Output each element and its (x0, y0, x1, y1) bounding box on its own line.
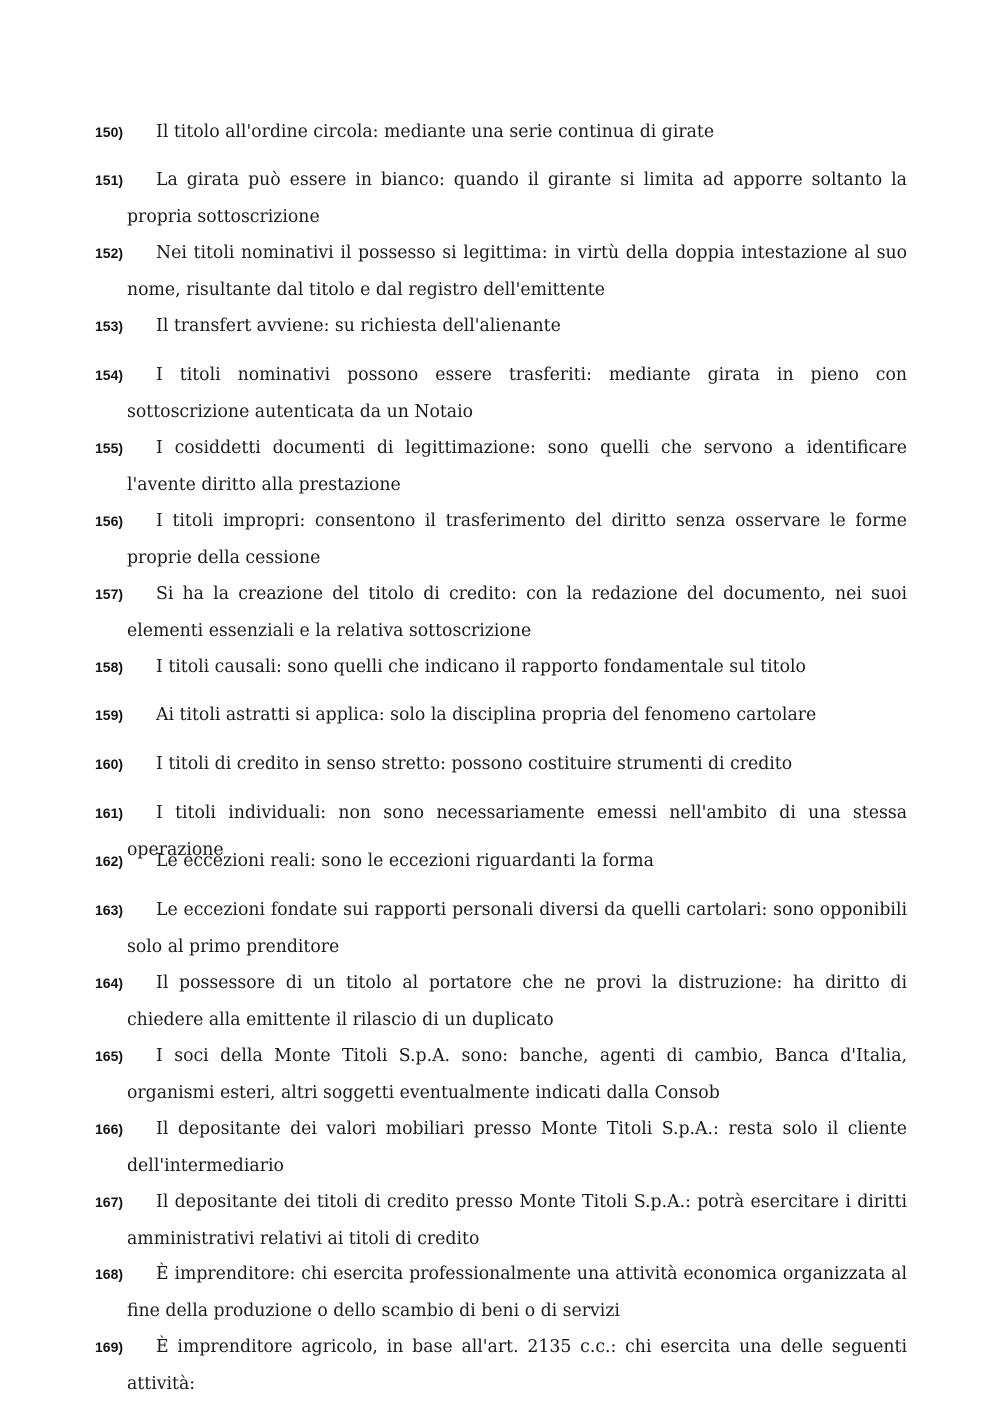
item-text: Il transfert avviene: su richiesta dell'alienante (156, 316, 561, 336)
item-text: È imprenditore: chi esercita professionalmente una attività economica organizzata al fine della produzione o dello scambio di beni o di servizi (127, 1264, 907, 1321)
item-text: Il depositante dei titoli di credito presso Monte Titoli S.p.A.: potrà esercitare i diritti amministrativi relativi ai titoli di credito (127, 1192, 907, 1249)
item-number: 158) (95, 659, 124, 675)
item-text: I titoli nominativi possono essere trasferiti: mediante girata in pieno con sottoscrizione autenticata da un Notaio (127, 365, 907, 422)
item-text: I cosiddetti documenti di legittimazione: sono quelli che servono a identificare l'avente diritto alla prestazione (127, 438, 907, 495)
list-item (95, 308, 907, 345)
item-text: Il possessore di un titolo al portatore che ne provi la distruzione: ha diritto di chiedere alla emittente il rilascio di un duplicato (127, 973, 907, 1030)
item-text: I soci della Monte Titoli S.p.A. sono: banche, agenti di cambio, Banca d'Italia, organismi esteri, altri soggetti eventualmente indicati dalla Consob (127, 1046, 907, 1103)
item-number: 159) (95, 707, 124, 723)
list-item (95, 1329, 907, 1402)
item-text: È imprenditore agricolo, in base all'art. 2135 c.c.: chi esercita una delle seguenti attività: (127, 1337, 907, 1394)
list-item (95, 162, 907, 235)
item-text: Ai titoli astratti si applica: solo la disciplina propria del fenomeno cartolare (156, 705, 817, 725)
item-number: 157) (95, 586, 124, 602)
item-number: 164) (95, 975, 124, 991)
list-item (95, 1038, 907, 1111)
item-text: Nei titoli nominativi il possesso si legittima: in virtù della doppia intestazione al suo nome, risultante dal titolo e dal registro dell'emittente (127, 243, 907, 300)
item-number: 153) (95, 318, 124, 334)
item-number: 152) (95, 245, 124, 261)
list-item (95, 1111, 907, 1184)
item-text: I titoli individuali: non sono necessariamente emessi nell'ambito di una stessa operazione (127, 803, 907, 860)
list-item (95, 430, 907, 503)
list-item (95, 843, 907, 880)
item-number: 155) (95, 440, 124, 456)
item-number: 162) (95, 853, 124, 869)
item-number: 154) (95, 367, 124, 383)
item-number: 150) (95, 124, 124, 140)
list-item (95, 965, 907, 1038)
item-number: 160) (95, 756, 124, 772)
list-item (95, 649, 907, 686)
item-text: Il depositante dei valori mobiliari presso Monte Titoli S.p.A.: resta solo il cliente dell'intermediario (127, 1119, 907, 1176)
list-item (95, 503, 907, 576)
list-item (95, 1184, 907, 1257)
item-text: Le eccezioni fondate sui rapporti personali diversi da quelli cartolari: sono opponibili solo al primo prenditore (127, 900, 907, 957)
item-number: 161) (95, 805, 124, 821)
item-text: I titoli di credito in senso stretto: possono costituire strumenti di credito (156, 754, 793, 774)
item-number: 167) (95, 1194, 124, 1210)
list-item (95, 697, 907, 734)
list-item (95, 1256, 907, 1329)
list-item (95, 576, 907, 649)
item-number: 166) (95, 1121, 124, 1137)
item-number: 156) (95, 513, 124, 529)
item-text: I titoli impropri: consentono il trasferimento del diritto senza osservare le forme proprie della cessione (127, 511, 907, 568)
list-item (95, 892, 907, 965)
item-text: La girata può essere in bianco: quando il girante si limita ad apporre soltanto la propria sottoscrizione (127, 170, 907, 227)
list-item (95, 235, 907, 308)
item-text: I titoli causali: sono quelli che indicano il rapporto fondamentale sul titolo (156, 657, 806, 677)
item-number: 165) (95, 1048, 124, 1064)
item-number: 151) (95, 172, 124, 188)
item-text: Il titolo all'ordine circola: mediante una serie continua di girate (156, 122, 715, 142)
item-number: 169) (95, 1339, 124, 1355)
list-item (95, 746, 907, 783)
item-number: 163) (95, 902, 124, 918)
list-item (95, 114, 907, 151)
list-item (95, 357, 907, 430)
item-number: 168) (95, 1266, 124, 1282)
item-text: Si ha la creazione del titolo di credito: con la redazione del documento, nei suoi elementi essenziali e la relativa sottoscrizione (127, 584, 907, 641)
item-text: Le eccezioni reali: sono le eccezioni riguardanti la forma (156, 851, 654, 871)
